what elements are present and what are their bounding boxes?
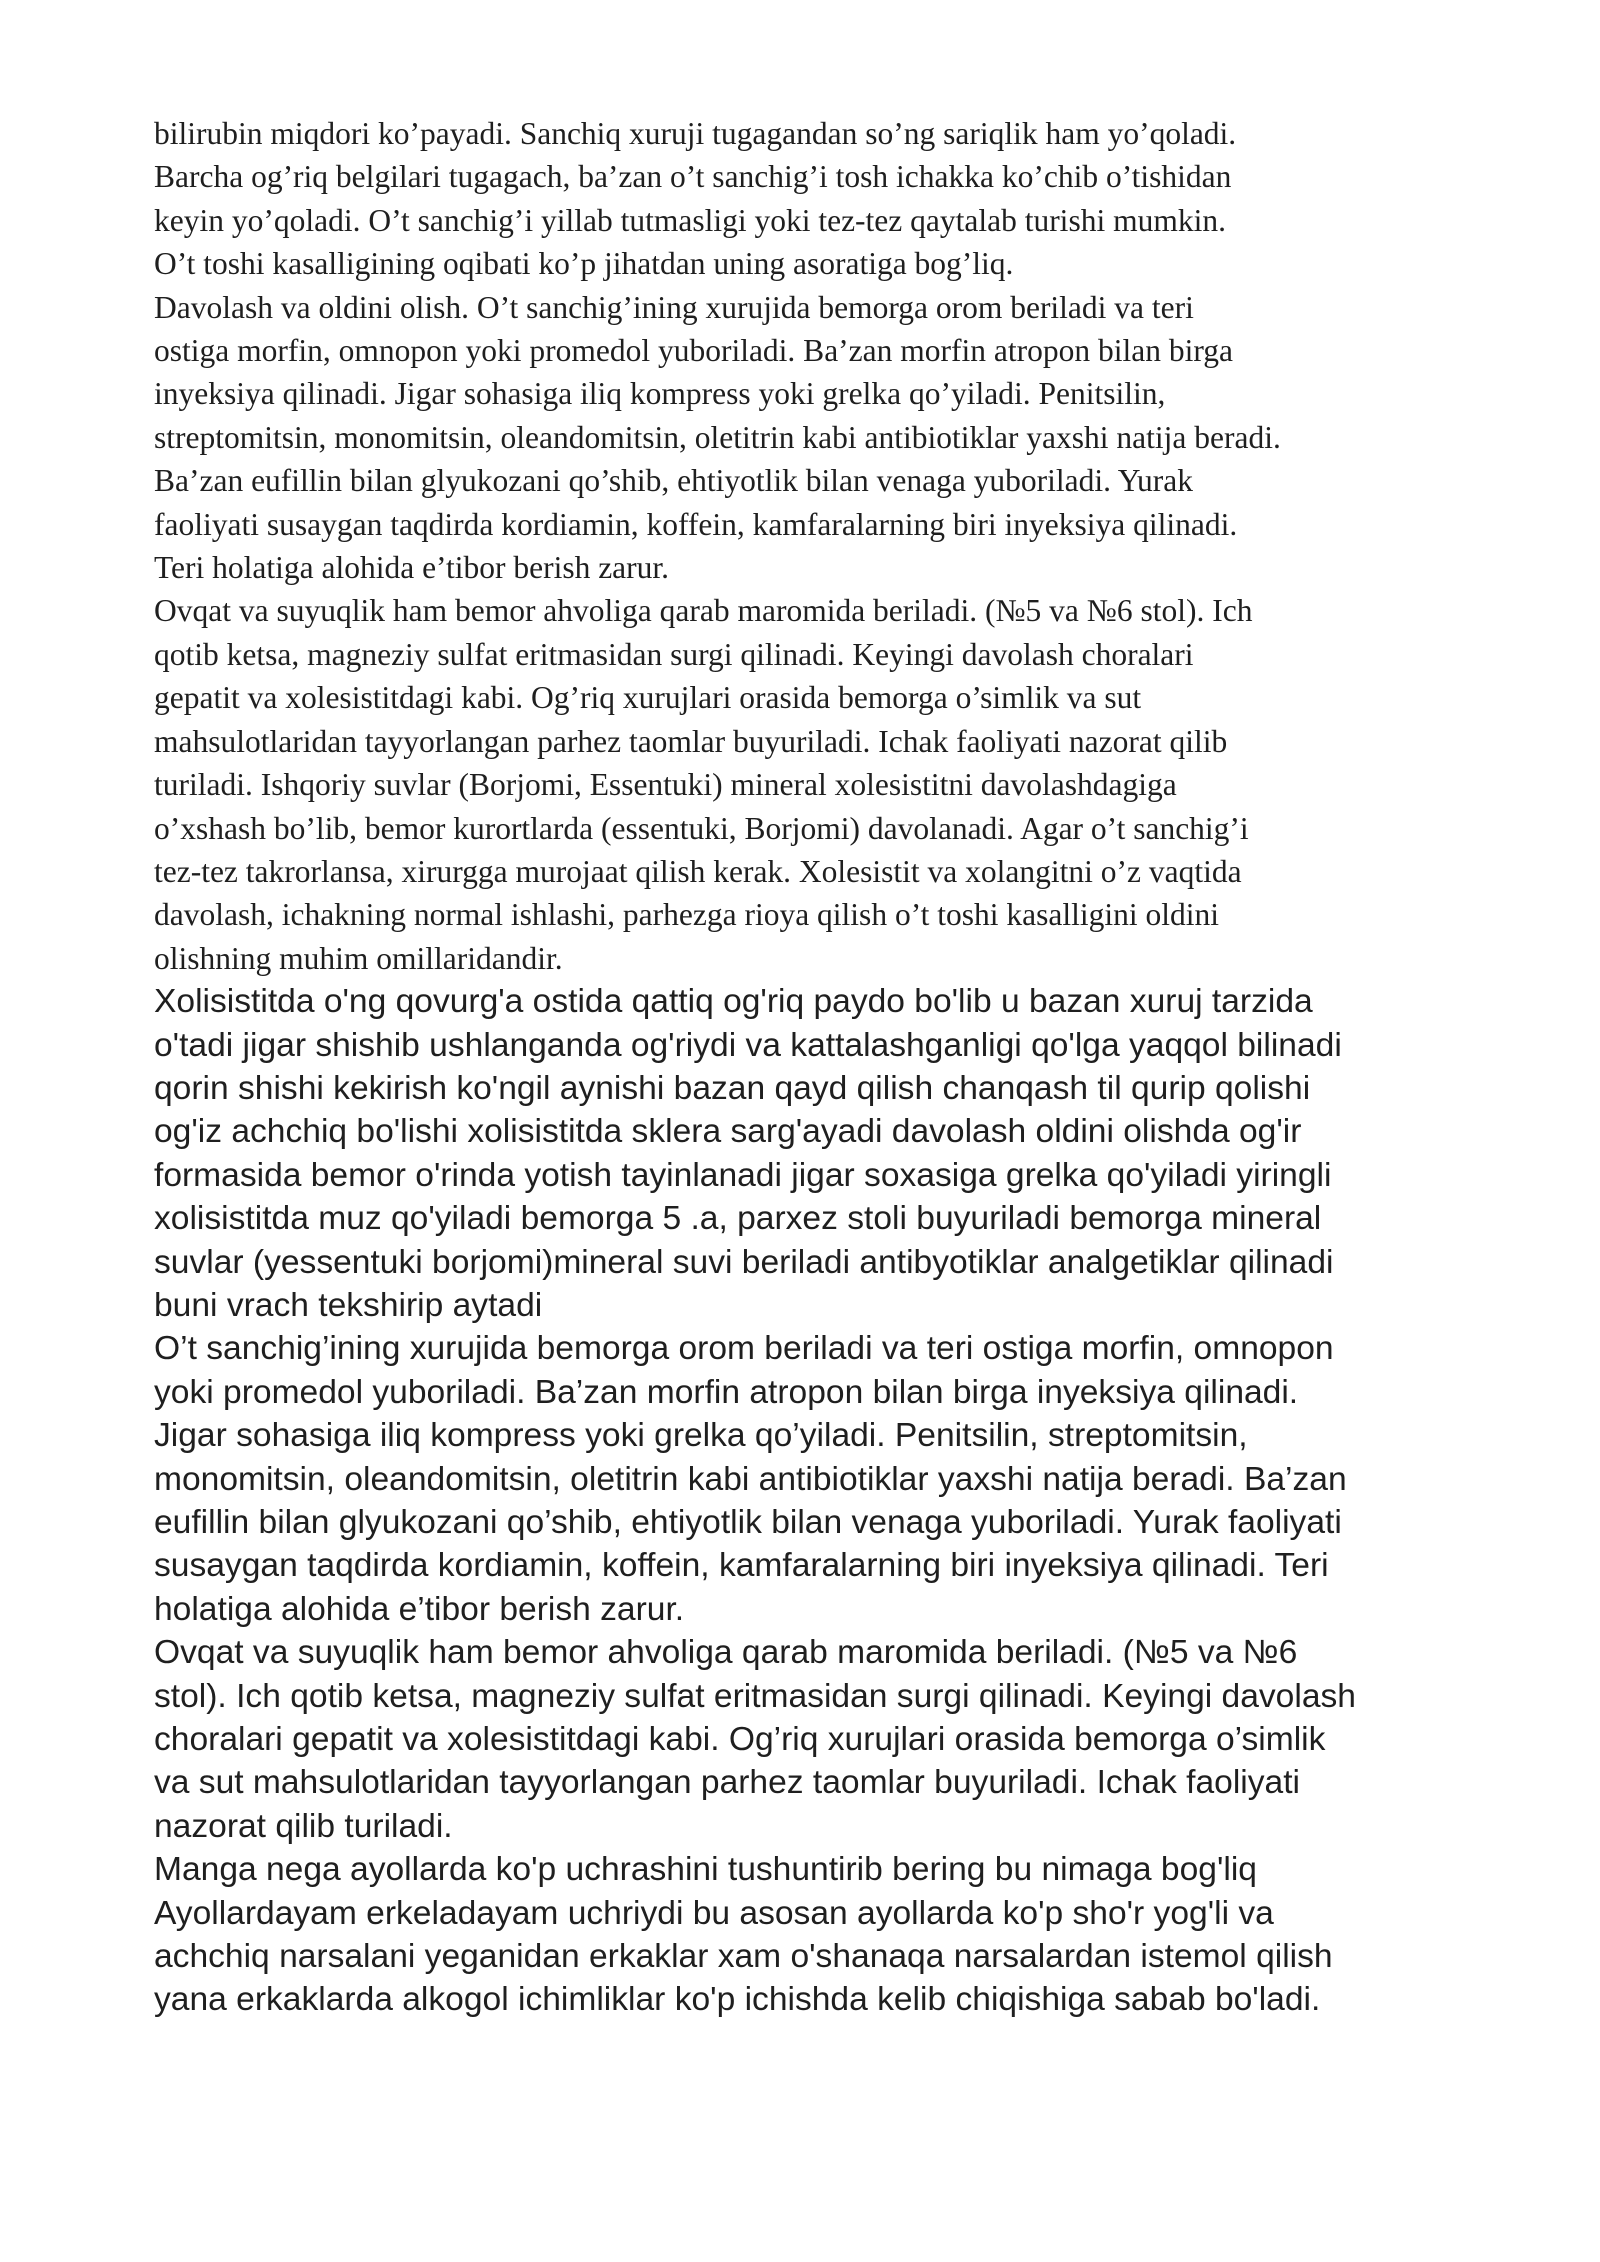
text-line: Ba’zan eufillin bilan glyukozani qo’shib, ehtiyotlik bilan venaga yuboriladi. Yurak (154, 463, 1193, 499)
text-line: tez-tez takrorlansa, xirurgga murojaat qilish kerak. Xolesistit va xolangitni o’z vaqtida (154, 853, 1242, 889)
text-line: formasida bemor o'rinda yotish tayinlanadi jigar soxasiga grelka qo'yiladi yiringli (154, 1156, 1332, 1194)
text-line: o’xshash bo’lib, bemor kurortlarda (essentuki, Borjomi) davolanadi. Agar o’t sanchig’i (154, 810, 1249, 846)
text-line: susaygan taqdirda kordiamin, koffein, kamfaralarning biri inyeksiya qilinadi. Teri (154, 1547, 1329, 1585)
text-line: Xolisistitda o'ng qovurg'a ostida qattiq og'riq paydo bo'lib u bazan xuruj tarzida (154, 983, 1313, 1021)
text-line: eufillin bilan glyukozani qo’shib, ehtiyotlik bilan venaga yuboriladi. Yurak faoliyati (154, 1504, 1342, 1541)
text-line: yoki promedol yuboriladi. Ba’zan morfin atropon bilan birga inyeksiya qilinadi. (154, 1373, 1299, 1411)
text-line: holatiga alohida e’tibor berish zarur. (154, 1590, 685, 1628)
text-line: ostiga morfin, omnopon yoki promedol yuboriladi. Ba’zan morfin atropon bilan birga (154, 333, 1233, 369)
text-line: Ayollardayam erkeladayam uchriydi bu asosan ayollarda ko'p sho'r yog'li va (154, 1894, 1274, 1932)
text-line: Teri holatiga alohida e’tibor berish zarur. (154, 550, 670, 586)
text-line: nazorat qilib turiladi. (154, 1807, 453, 1845)
text-line: olishning muhim omillaridandir. (154, 940, 563, 976)
paragraph-diet (154, 589, 1484, 980)
text-line: bilirubin miqdori ko’payadi. Sanchiq xuruji tugagandan so’ng sariqlik ham yo’qoladi. (154, 116, 1237, 151)
paragraph-question (154, 1848, 1484, 1891)
text-line: Ovqat va suyuqlik ham bemor ahvoliga qarab maromida beriladi. (№5 va №6 (154, 1634, 1298, 1672)
text-line: yana erkaklarda alkogol ichimliklar ko'p ichishda kelib chiqishiga sabab bo'ladi. (154, 1981, 1321, 2019)
text-line: Davolash va oldini olish. O’t sanchig’ining xurujida bemorga orom beriladi va teri (154, 289, 1194, 325)
text-line: qorin shishi kekirish ko'ngil aynishi bazan qayd qilish chanqash til qurip qolishi (154, 1069, 1311, 1107)
text-line: suvlar (yessentuki borjomi)mineral suvi beriladi antibyotiklar analgetiklar qilinadi (154, 1243, 1334, 1281)
text-line: O’t toshi kasalligining oqibati ko’p jihatdan uning asoratiga bog’liq. (154, 246, 1014, 282)
paragraph-treatment-repeat (154, 1327, 1484, 1631)
text-line: turiladi. Ishqoriy suvlar (Borjomi, Essentuki) mineral xolesistitni davolashdagiga (154, 767, 1177, 803)
document-page (154, 112, 1484, 2022)
text-line: buni vrach tekshirip aytadi (154, 1286, 543, 1324)
paragraph-diet-repeat (154, 1631, 1484, 1848)
text-line: Ovqat va suyuqlik ham bemor ahvoliga qarab maromida beriladi. (№5 va №6 stol). Ich (154, 593, 1253, 629)
text-line: mahsulotlaridan tayyorlangan parhez taomlar buyuriladi. Ichak faoliyati nazorat qilib (154, 723, 1228, 759)
text-line: Manga nega ayollarda ko'p uchrashini tushuntirib bering bu nimaga bog'liq (154, 1851, 1257, 1889)
paragraph-treatment (154, 286, 1484, 590)
text-line: qotib ketsa, magneziy sulfat eritmasidan surgi qilinadi. Keyingi davolash choralari (154, 636, 1194, 672)
text-line: O’t sanchig’ining xurujida bemorga orom beriladi va teri ostiga morfin, omnopon (154, 1330, 1334, 1368)
text-line: stol). Ich qotib ketsa, magneziy sulfat eritmasidan surgi qilinadi. Keyingi davolash (154, 1677, 1356, 1715)
text-line: gepatit va xolesistitdagi kabi. Og’riq xurujlari orasida bemorga o’simlik va sut (154, 680, 1142, 716)
text-line: va sut mahsulotlaridan tayyorlangan parhez taomlar buyuriladi. Ichak faoliyati (154, 1764, 1301, 1802)
text-line: Jigar sohasiga iliq kompress yoki grelka qo’yiladi. Penitsilin, streptomitsin, (154, 1417, 1248, 1455)
text-line: xolisistitda muz qo'yiladi bemorga 5 .a, parxez stoli buyuriladi bemorga mineral (154, 1200, 1322, 1238)
paragraph-answer (154, 1892, 1484, 2022)
text-line: Barcha og’riq belgilari tugagach, ba’zan o’t sanchig’i tosh ichakka ko’chib o’tishidan (154, 159, 1232, 195)
sans-section (154, 980, 1484, 2022)
text-line: inyeksiya qilinadi. Jigar sohasiga iliq kompress yoki grelka qo’yiladi. Penitsilin, (154, 376, 1166, 412)
paragraph-xolisistit (154, 980, 1484, 1327)
text-line: keyin yo’qoladi. O’t sanchig’i yillab tutmasligi yoki tez-tez qaytalab turishi mumkin. (154, 202, 1226, 238)
text-line: streptomitsin, monomitsin, oleandomitsin, oletitrin kabi antibiotiklar yaxshi natija beradi. (154, 419, 1281, 455)
text-line: monomitsin, oleandomitsin, oletitrin kabi antibiotiklar yaxshi natija beradi. Ba’zan (154, 1460, 1347, 1498)
text-line: davolash, ichakning normal ishlashi, parhezga rioya qilish o’t toshi kasalligini oldini (154, 897, 1219, 933)
text-line: o'tadi jigar shishib ushlanganda og'riydi va kattalashganligi qo'lga yaqqol bilinadi (154, 1026, 1342, 1064)
text-line: achchiq narsalani yeganidan erkaklar xam o'shanaqa narsalardan istemol qilish (154, 1938, 1333, 1976)
text-line: choralari gepatit va xolesistitdagi kabi. Og’riq xurujlari orasida bemorga o’simlik (154, 1721, 1326, 1759)
text-line: og'iz achchiq bo'lishi xolisistitda sklera sarg'ayadi davolash oldini olishda og'ir (154, 1113, 1302, 1151)
paragraph-intro (154, 112, 1484, 286)
serif-section (154, 112, 1484, 980)
text-line: faoliyati susaygan taqdirda kordiamin, koffein, kamfaralarning biri inyeksiya qilinadi. (154, 506, 1238, 542)
